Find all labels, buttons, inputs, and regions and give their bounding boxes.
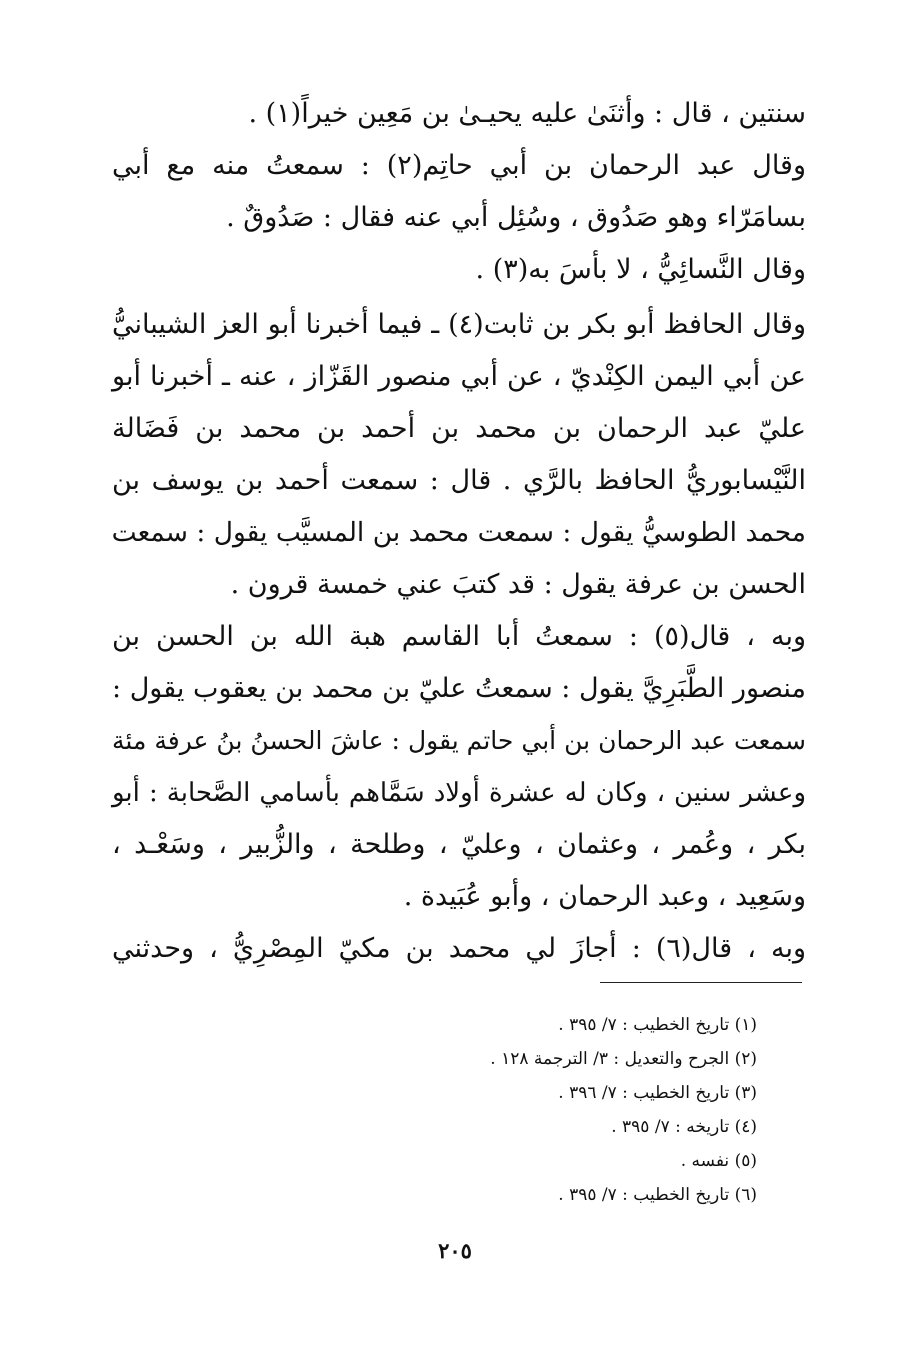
footnote: (٢) الجرح والتعديل : ٣/ الترجمة ١٢٨ . [490, 1049, 757, 1069]
footnote: (٥) نفسه . [680, 1151, 757, 1171]
footnote: (٤) تاريخه : ٧/ ٣٩٥ . [611, 1117, 757, 1137]
page-number: ٢٠٥ [438, 1238, 472, 1263]
footnotes [300, 1008, 757, 1212]
text-line: سمعت عبد الرحمان بن أبي حاتم يقول : عاشَ الحسنُ بنُ عرفة مئة [112, 726, 806, 755]
text-line: سنتين ، قال : وأثنَىٰ عليه يحيـىٰ بن مَعِين خيراً(١) . [248, 98, 806, 129]
text-line: وبه ، قال(٦) : أجازَ لي محمد بن مكيّ المِصْرِيُّ ، وحدثني [112, 933, 806, 964]
footnote: (٦) تاريخ الخطيب : ٧/ ٣٩٥ . [558, 1185, 757, 1205]
text-line: وقال الحافظ أبو بكر بن ثابت(٤) ـ فيما أخبرنا أبو العز الشيبانيُّ [112, 309, 807, 340]
text-line: وقال عبد الرحمان بن أبي حاتِم(٢) : سمعتُ منه مع أبي [112, 150, 806, 181]
text-line: وقال النَّسائِيُّ ، لا بأسَ به(٣) . [475, 254, 806, 285]
text-line: وبه ، قال(٥) : سمعتُ أبا القاسم هبة الله بن الحسن بن [112, 621, 806, 652]
text-line: منصور الطَّبَرِيَّ يقول : سمعتُ عليّ بن محمد بن يعقوب يقول : [112, 673, 806, 704]
text-line: عن أبي اليمن الكِنْديّ ، عن أبي منصور القَزّاز ، عنه ـ أخبرنا أبو [112, 361, 806, 392]
main-text [112, 88, 806, 975]
text-line: بسامَرّاء وهو صَدُوق ، وسُئِل أبي عنه فقال : صَدُوقٌ . [226, 202, 806, 233]
footnote: (١) تاريخ الخطيب : ٧/ ٣٩٥ . [558, 1015, 757, 1035]
text-line: النَّيْسابوريُّ الحافظ بالرَّي . قال : سمعت أحمد بن يوسف بن [112, 465, 806, 496]
footnote-separator [600, 982, 802, 983]
text-line: بكر ، وعُمر ، وعثمان ، وعليّ ، وطلحة ، والزُّبير ، وسَعْـد ، [112, 829, 806, 860]
text-line: محمد الطوسيُّ يقول : سمعت محمد بن المسيَّب يقول : سمعت [111, 517, 806, 548]
text-line: وسَعِيد ، وعبد الرحمان ، وأبو عُبَيدة . [403, 881, 806, 912]
text-line: وعشر سنين ، وكان له عشرة أولاد سَمَّاهم بأسامي الصَّحابة : أبو [112, 778, 806, 808]
footnote: (٣) تاريخ الخطيب : ٧/ ٣٩٦ . [558, 1083, 757, 1103]
text-line: الحسن بن عرفة يقول : قد كتبَ عني خمسة قرون . [230, 569, 806, 600]
text-line: عليّ عبد الرحمان بن محمد بن أحمد بن محمد بن فَضَالة [112, 413, 806, 444]
